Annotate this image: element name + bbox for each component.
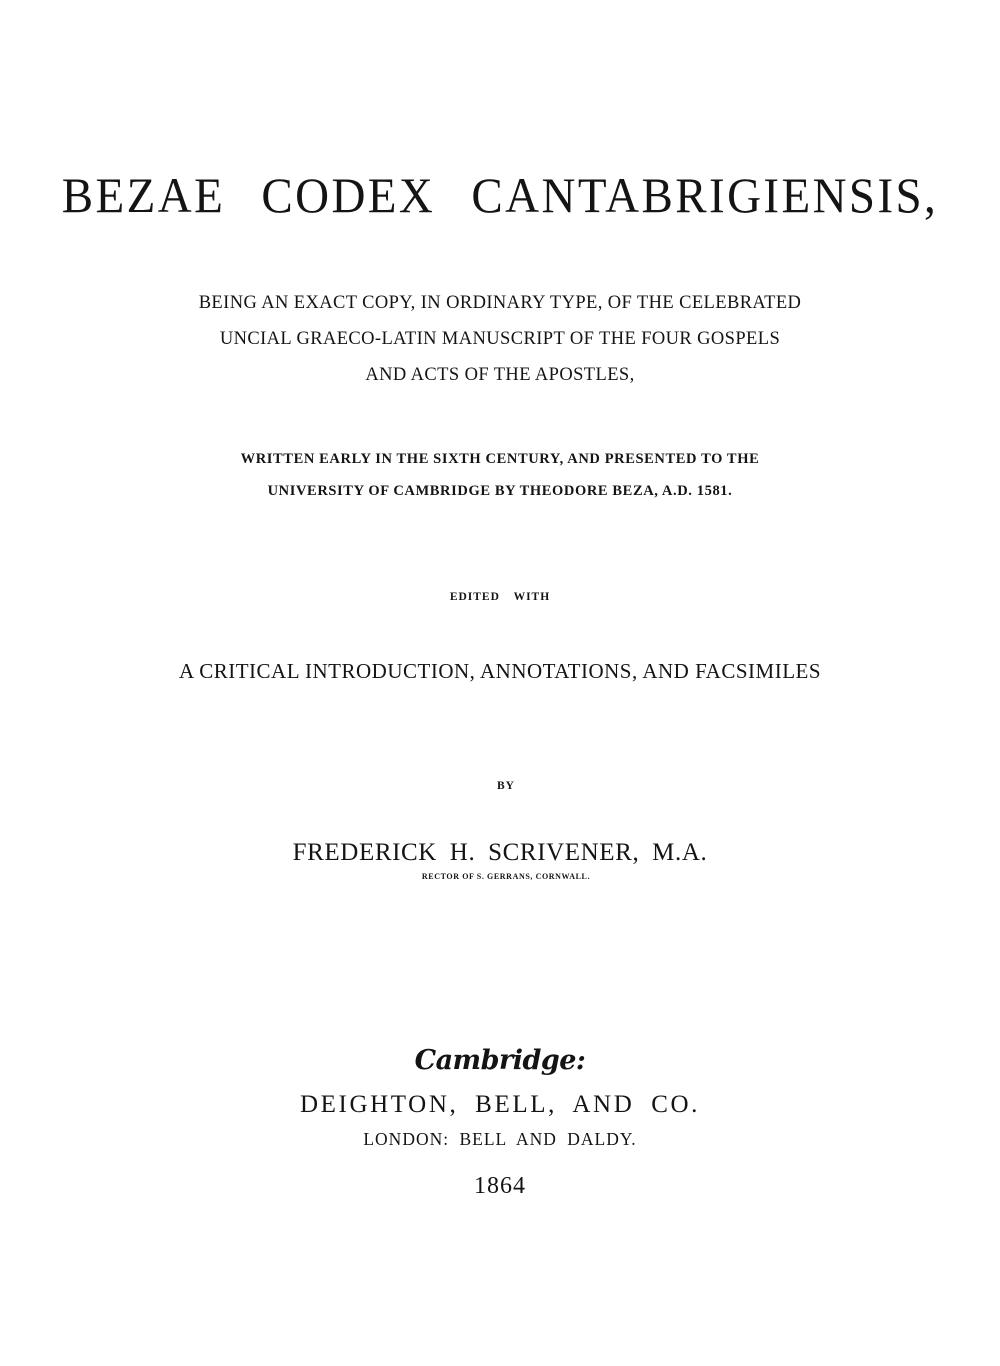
contents-line: A CRITICAL INTRODUCTION, ANNOTATIONS, AND FACSIMILES (178, 659, 822, 683)
publisher-name: DEIGHTON, BELL, AND CO. (300, 1091, 700, 1118)
publication-year: 1864 (474, 1173, 526, 1199)
description-line-2: UNCIAL GRAECO-LATIN MANUSCRIPT OF THE FOUR GOSPELS (219, 329, 781, 349)
co-publisher: LONDON: BELL AND DALDY. (363, 1129, 637, 1149)
history-line-2: UNIVERSITY OF CAMBRIDGE BY THEODORE BEZA, A.D. 1581. (267, 483, 733, 499)
book-title: BEZAE CODEX CANTABRIGIENSIS, (61, 168, 939, 224)
description-line-1: BEING AN EXACT COPY, IN ORDINARY TYPE, OF THE CELEBRATED (198, 293, 802, 313)
edited-with-label: EDITED WITH (449, 591, 551, 603)
imprint-place: Cambridge: (414, 1045, 586, 1076)
author-name: FREDERICK H. SCRIVENER, M.A. (292, 839, 708, 866)
by-label: BY (497, 780, 515, 792)
author-position: RECTOR OF S. GERRANS, CORNWALL. (421, 872, 591, 881)
description-line-3: AND ACTS OF THE APOSTLES, (365, 365, 635, 385)
history-line-1: WRITTEN EARLY IN THE SIXTH CENTURY, AND PRESENTED TO THE (240, 451, 760, 467)
